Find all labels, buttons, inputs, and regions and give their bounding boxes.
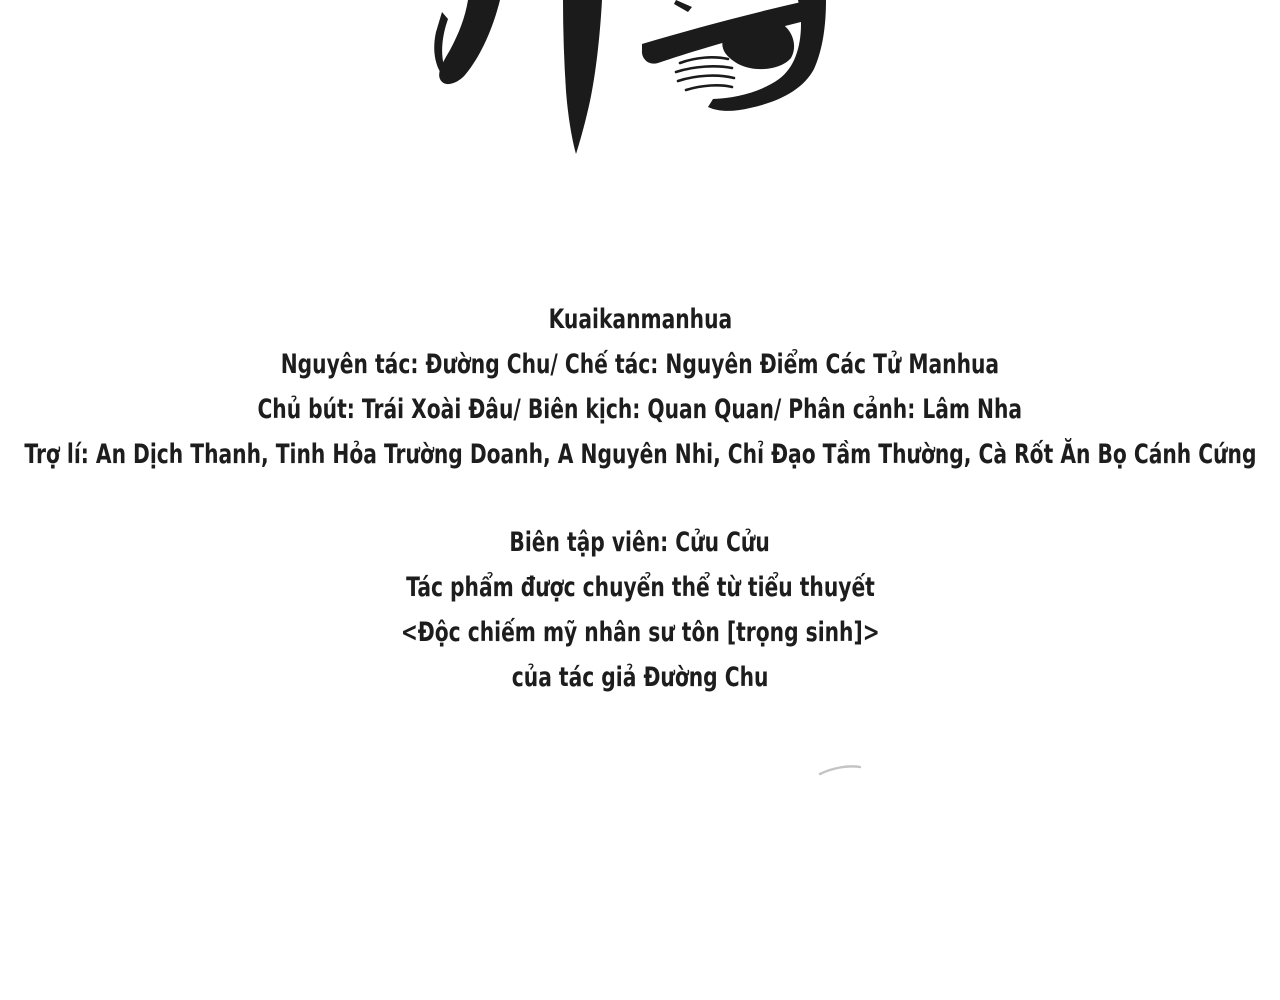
credits-line-assistants: Trợ lí: An Dịch Thanh, Tinh Hỏa Trường Doanh, A Nguyên Nhi, Chỉ Đạo Tầm Thường, Cà Rốt Ăn Bọ Cánh Cứng [23,439,1257,470]
credits-line-original-production: Nguyên tác: Đường Chu/ Chế tác: Nguyên Điểm Các Tử Manhua [280,349,1000,380]
credits-line-novel-author: của tác giả Đường Chu [511,662,769,693]
credits-line-editor: Biên tập viên: Cửu Cửu [509,527,771,558]
faint-brush-mark-icon [818,762,862,778]
credits-line-adapted-from: Tác phẩm được chuyển thể từ tiểu thuyết [405,572,875,603]
brush-calligraphy-character-icon [380,0,840,170]
credits-block-production [0,297,1280,477]
credits-line-novel-title: <Độc chiếm mỹ nhân sư tôn [trọng sinh]> [400,617,880,648]
credits-block-adaptation [0,520,1280,700]
credits-line-editors-writers: Chủ bút: Trái Xoài Đâu/ Biên kịch: Quan Quan/ Phân cảnh: Lâm Nha [257,394,1023,425]
credits-line-publisher: Kuaikanmanhua [548,304,732,335]
